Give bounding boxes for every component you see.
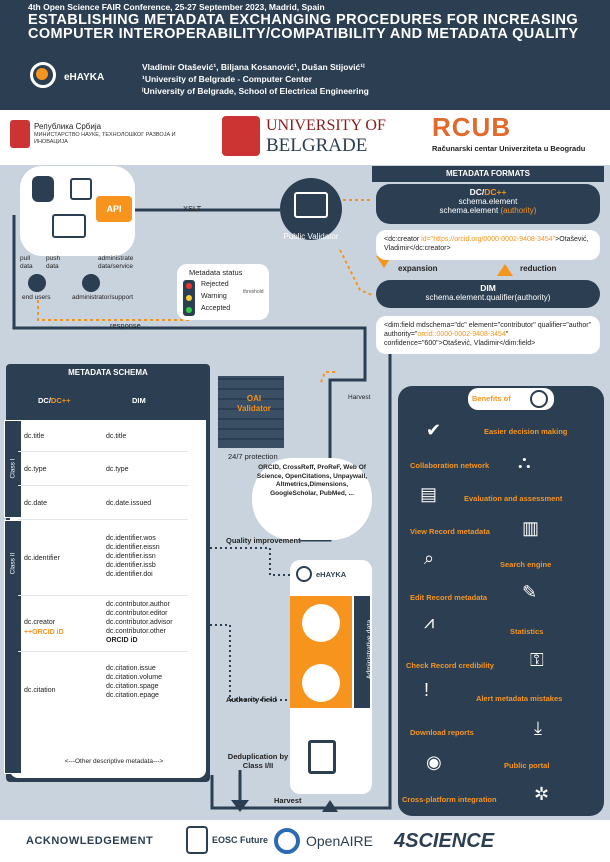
dim-xml-end: " confidence="600">Otašević, Vladimir</dim:field>: [384, 331, 536, 347]
affiliation-2: ᴵUniversity of Belgrade, School of Electrical Engineering: [142, 86, 369, 96]
openaire-icon: [274, 828, 300, 854]
dashboard-icon: [52, 214, 86, 238]
harvest-bottom-label: Harvest: [274, 796, 302, 805]
table-row: [18, 420, 188, 452]
row-dc-orcid: ++ORCID iD: [24, 629, 64, 636]
row-dc: dc.identifier: [24, 555, 60, 562]
benefits-header: [468, 388, 554, 410]
eosc-icon: [186, 826, 208, 854]
status-accepted: Accepted: [201, 305, 231, 312]
row-dc: dc.date: [24, 500, 47, 507]
pull-data-label: pull data: [20, 255, 33, 270]
dc-xml-id: id="https://orcid.org/0000-0002-9408-3454": [421, 236, 556, 243]
response-label: response: [110, 321, 141, 330]
table-row: [18, 652, 188, 752]
benefit-item: Edit Record metadata: [410, 593, 488, 602]
benefit-item: Cross-platform integration: [402, 795, 497, 804]
folder-database-icon: [70, 178, 92, 200]
dim-xml-start: <dim:field mdschema="dc" element="contributor" qualifier="author" authority=": [384, 322, 592, 338]
row-dc: dc.title: [24, 433, 45, 440]
harvest-top-label: Harvest: [348, 394, 371, 401]
table-row: [18, 596, 188, 652]
table-row: [18, 520, 188, 596]
ack-label: ACKNOWLEDGEMENT: [26, 835, 154, 847]
row-dc: dc.creator: [24, 619, 56, 626]
4science-label: 4SCIENCE: [394, 830, 495, 852]
status-rejected: Rejected: [201, 281, 229, 288]
public-validator-label: Public Validator: [283, 232, 339, 241]
authors: Vladimir Otašević¹, Biljana Kosanović¹, Dušan Stijović¹ᴵ: [142, 62, 365, 72]
class1-label: Class I: [9, 458, 17, 479]
row-dim: dc.citation.issue dc.citation.volume dc.citation.spage dc.citation.epage: [106, 665, 163, 699]
metadata-status-box: [177, 264, 269, 320]
benefit-item: View Record metadata: [410, 527, 490, 536]
admin-icon: [82, 274, 100, 292]
schema-table-header: [10, 382, 206, 420]
table-row: [18, 486, 188, 520]
col-dim: DIM: [132, 396, 146, 405]
quality-improvement-label: Quality improvement: [226, 536, 301, 545]
evaluation-icon: ▤: [420, 484, 438, 504]
dc-element-2: schema.element: [439, 206, 499, 215]
serbia-ministry: МИНИСТАРСТВО НАУКЕ, ТЕХНОЛОШКОГ РАЗВОЈА И ИНОВАЦИЈА: [34, 132, 176, 145]
users-group-icon: [302, 604, 340, 642]
integration-icon: ✲: [534, 784, 550, 804]
table-row: [18, 452, 188, 486]
ehayka-small-logo-icon: [296, 566, 312, 582]
formats-title: METADATA FORMATS: [372, 166, 604, 182]
public-validator-icon: [280, 178, 342, 240]
acknowledgement-footer: [0, 820, 610, 862]
expansion-label: expansion: [398, 264, 438, 273]
dim-format-box: [376, 280, 600, 308]
col-dcplus: DC++: [50, 396, 71, 405]
row-dim: dc.contributor.author dc.contributor.editor dc.contributor.advisor dc.contributor.other: [106, 601, 173, 635]
other-metadata-note: <---Other descriptive metadata--->: [64, 758, 164, 765]
ehayka-small-label: eHAYKA: [316, 570, 347, 579]
benefits-title: Benefits of: [472, 394, 511, 403]
rcub-subtitle: Računarski centar Univerziteta u Beogradu: [432, 144, 586, 153]
benefit-item: Collaboration network: [410, 461, 490, 470]
eosc-label: EOSC Future: [212, 835, 269, 845]
edit-record-icon: ✎: [522, 582, 538, 602]
dc-authority: (authority): [500, 206, 537, 215]
benefit-item: Public portal: [504, 761, 550, 770]
statistics-icon: ⩘: [424, 612, 435, 632]
benefit-item: Evaluation and assessment: [464, 494, 563, 503]
admin-support-label: administrator/support: [72, 294, 134, 301]
ehayka-logo-text: eHAYKA: [64, 72, 105, 83]
row-dim: dc.identifier.wos dc.identifier.eissn dc.identifier.issn dc.identifier.issb dc.identifier.doi: [106, 535, 160, 578]
openaire-label: OpenAIRE: [306, 833, 373, 849]
row-dim: dc.type: [106, 466, 129, 473]
dim-xml-example: [376, 316, 600, 354]
dc-title: DC/: [469, 187, 485, 197]
row-dc: dc.citation: [24, 687, 56, 694]
dc-xml-end: >Otašević, Vladimir</dc:creator>: [384, 236, 589, 252]
dc-format-box: [376, 184, 600, 224]
books-stack-icon: [308, 740, 336, 774]
sources-text: ORCID, CrossReff, ProReF, Web Of Science, OpenCitations, Unpaywall, Altmetrics,Dimensions, GoogleScholar, PubMed, ...: [256, 464, 368, 497]
admin-data-label: Administrative data: [366, 619, 374, 680]
dedup-label: Deduplication by Class I/II: [227, 752, 289, 770]
ehayka-benefit-logo-icon: [530, 390, 548, 408]
row-dim: dc.date.issued: [106, 500, 152, 507]
col-dc: DC/: [38, 396, 51, 405]
end-users-icon: [28, 274, 46, 292]
serbia-name: Република Србија: [34, 122, 102, 131]
user-books-icon: [302, 664, 340, 702]
traffic-light-icon: [183, 280, 195, 316]
ub-line2: BELGRADE: [266, 135, 368, 156]
row-dc: dc.type: [24, 466, 47, 473]
row-dim: dc.title: [106, 433, 127, 440]
dc-plus-title: DC++: [484, 187, 507, 197]
oai-validator-label: OAI Validator: [237, 394, 271, 413]
dim-xml-orcid: orcid::0000-0002-9408-3454: [417, 331, 506, 338]
dc-xml-tag: <dc:creator: [384, 236, 420, 243]
benefit-item: Download reports: [410, 728, 474, 737]
network-icon: ⛬: [518, 452, 531, 472]
end-users-label: end users: [22, 294, 51, 301]
status-title: Metadata status: [189, 268, 243, 277]
dim-title: DIM: [480, 283, 496, 293]
schema-title: METADATA SCHEMA: [68, 368, 148, 377]
poster-title: ESTABLISHING METADATA EXCHANGING PROCEDURES FOR INCREASING COMPUTER INTEROPERABILITY/COMPATIBILITY AND METADATA QUALITY: [28, 12, 579, 42]
push-data-label: push data: [46, 255, 61, 270]
reduction-label: reduction: [520, 264, 557, 273]
benefit-item: Search engine: [500, 560, 552, 569]
row-dim-orcid: ORCID iD: [106, 637, 138, 644]
administrate-label: administrate data/service: [98, 255, 134, 270]
class2-label: Class II: [9, 552, 17, 575]
public-portal-icon: ◉: [426, 752, 442, 772]
credibility-icon: ⚿: [530, 650, 544, 670]
ub-line1: UNIVERSITY OF: [266, 117, 386, 134]
benefit-item: Easier decision making: [484, 427, 568, 436]
benefit-item: Alert metadata mistakes: [476, 694, 563, 703]
threshold-label: threshold: [243, 289, 264, 295]
affiliation-1: ¹University of Belgrade - Computer Center: [142, 74, 313, 84]
search-icon: ⌕: [424, 548, 435, 568]
protection-label: 24/7 protection: [228, 452, 278, 461]
rcub-logo: RCUB: [432, 112, 512, 142]
view-record-icon: ▥: [522, 518, 540, 538]
dc-xml-example: [376, 230, 600, 260]
api-badge: API: [96, 196, 132, 222]
benefit-item: Check Record credibility: [406, 661, 494, 670]
status-warning: Warning: [201, 293, 227, 300]
dim-element: schema.element.qualifier(authority): [425, 293, 551, 302]
benefit-item: Statistics: [510, 627, 544, 636]
ehayka-stack-panel: [290, 560, 372, 794]
download-icon: ⤓: [534, 718, 542, 738]
xslt-label: XSLT: [183, 204, 202, 213]
alert-icon: !: [424, 680, 430, 700]
conference-line: 4th Open Science FAIR Conference, 25-27 September 2023, Madrid, Spain: [28, 2, 325, 12]
authority-field-label: Authority field: [226, 695, 277, 704]
dc-element-1: schema.element: [458, 197, 518, 206]
database-icon: [32, 176, 54, 202]
decision-icon: ✔: [426, 420, 442, 440]
